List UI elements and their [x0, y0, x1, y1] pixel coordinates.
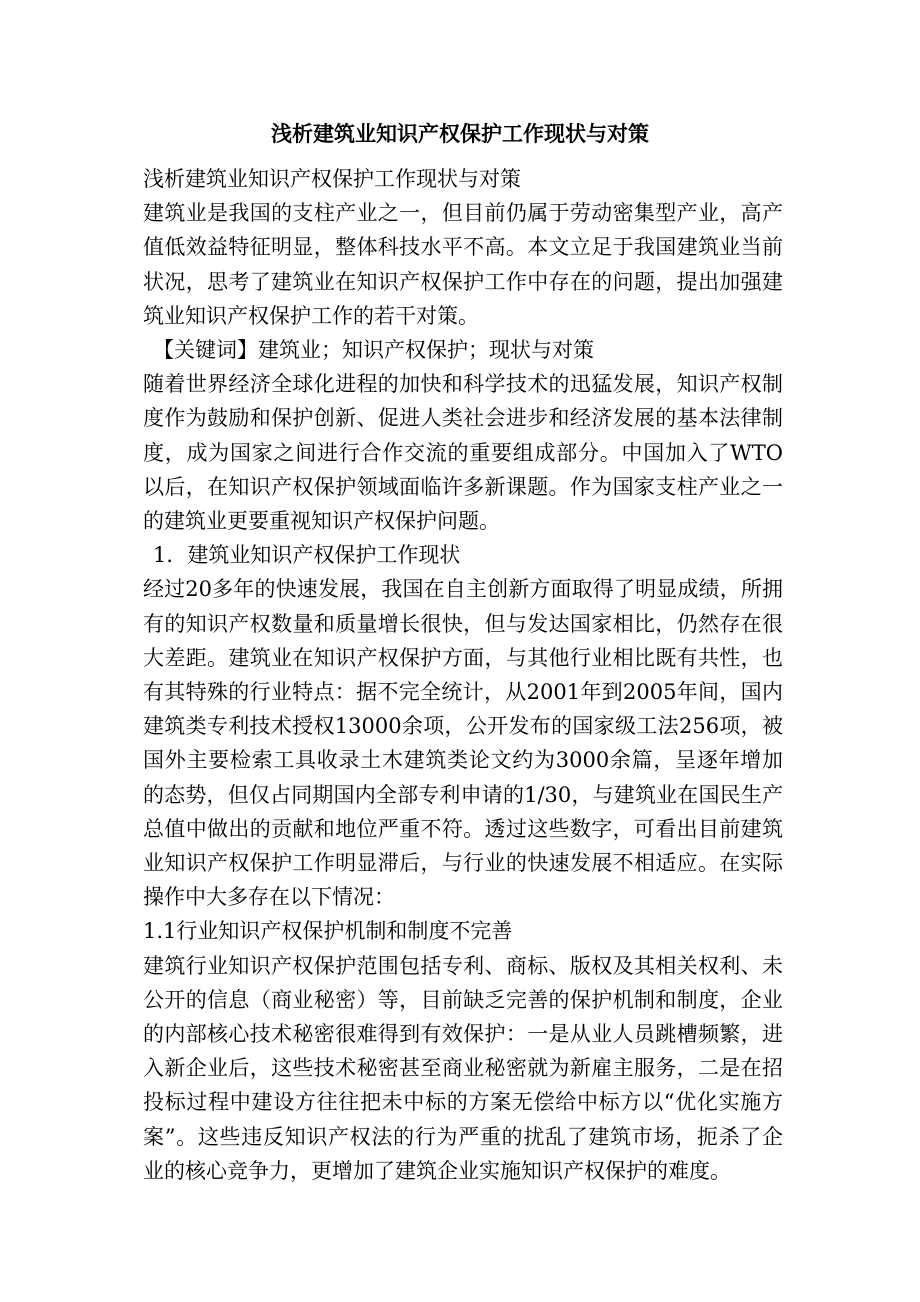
document-body [143, 162, 783, 1188]
abstract-paragraph: 建筑业是我国的支柱产业之一，但目前仍属于劳动密集型产业，高产值低效益特征明显，整体科技水平不高。本文立足于我国建筑业当前状况，思考了建筑业在知识产权保护工作中存在的问题，提出加强建筑业知识产权保护工作的若干对策。 [143, 201, 783, 328]
subsection-heading-1-1: 1.1行业知识产权保护机制和制度不完善 [143, 919, 513, 944]
intro-paragraph: 随着世界经济全球化进程的加快和科学技术的迅猛发展，知识产权制度作为鼓励和保护创新、促进人类社会进步和经济发展的基本法律制度，成为国家之间进行合作交流的重要组成部分。中国加入了WTO以后，在知识产权保护领域面临许多新课题。作为国家支柱产业之一的建筑业更要重视知识产权保护问题。 [143, 372, 783, 534]
document-title: 浅析建筑业知识产权保护工作现状与对策 [271, 121, 649, 146]
subtitle-paragraph: 浅析建筑业知识产权保护工作现状与对策 [143, 167, 521, 191]
section-heading-1: 1．建筑业知识产权保护工作现状 [153, 543, 461, 568]
subsection-1-1-paragraph: 建筑行业知识产权保护范围包括专利、商标、版权及其相关权利、未公开的信息（商业秘密）等，目前缺乏完善的保护机制和制度，企业的内部核心技术秘密很难得到有效保护：一是从业人员跳槽频繁，进入新企业后，这些技术秘密甚至商业秘密就为新雇主服务，二是在招投标过程中建设方往往把未中标的方案无偿给中标方以“优化实施方案”。这些违反知识产权法的行为严重的扰乱了建筑市场，扼杀了企业的核心竞争力，更增加了建筑企业实施知识产权保护的难度。 [143, 953, 783, 1183]
section-1-paragraph: 经过20多年的快速发展，我国在自主创新方面取得了明显成绩，所拥有的知识产权数量和质量增长很快，但与发达国家相比，仍然存在很大差距。建筑业在知识产权保护方面，与其他行业相比既有共性，也有其特殊的行业特点：据不完全统计，从2001年到2005年间，国内建筑类专利技术授权13000余项，公开发布的国家级工法256项，被国外主要检索工具收录土木建筑类论文约为3000余篇，呈逐年增加的态势，但仅占同期国内全部专利申请的1/30，与建筑业在国民生产总值中做出的贡献和地位严重不符。透过这些数字，可看出目前建筑业知识产权保护工作明显滞后，与行业的快速发展不相适应。在实际操作中大多存在以下情况： [143, 577, 783, 910]
keywords-paragraph: 【关键词】建筑业；知识产权保护；现状与对策 [153, 338, 594, 363]
